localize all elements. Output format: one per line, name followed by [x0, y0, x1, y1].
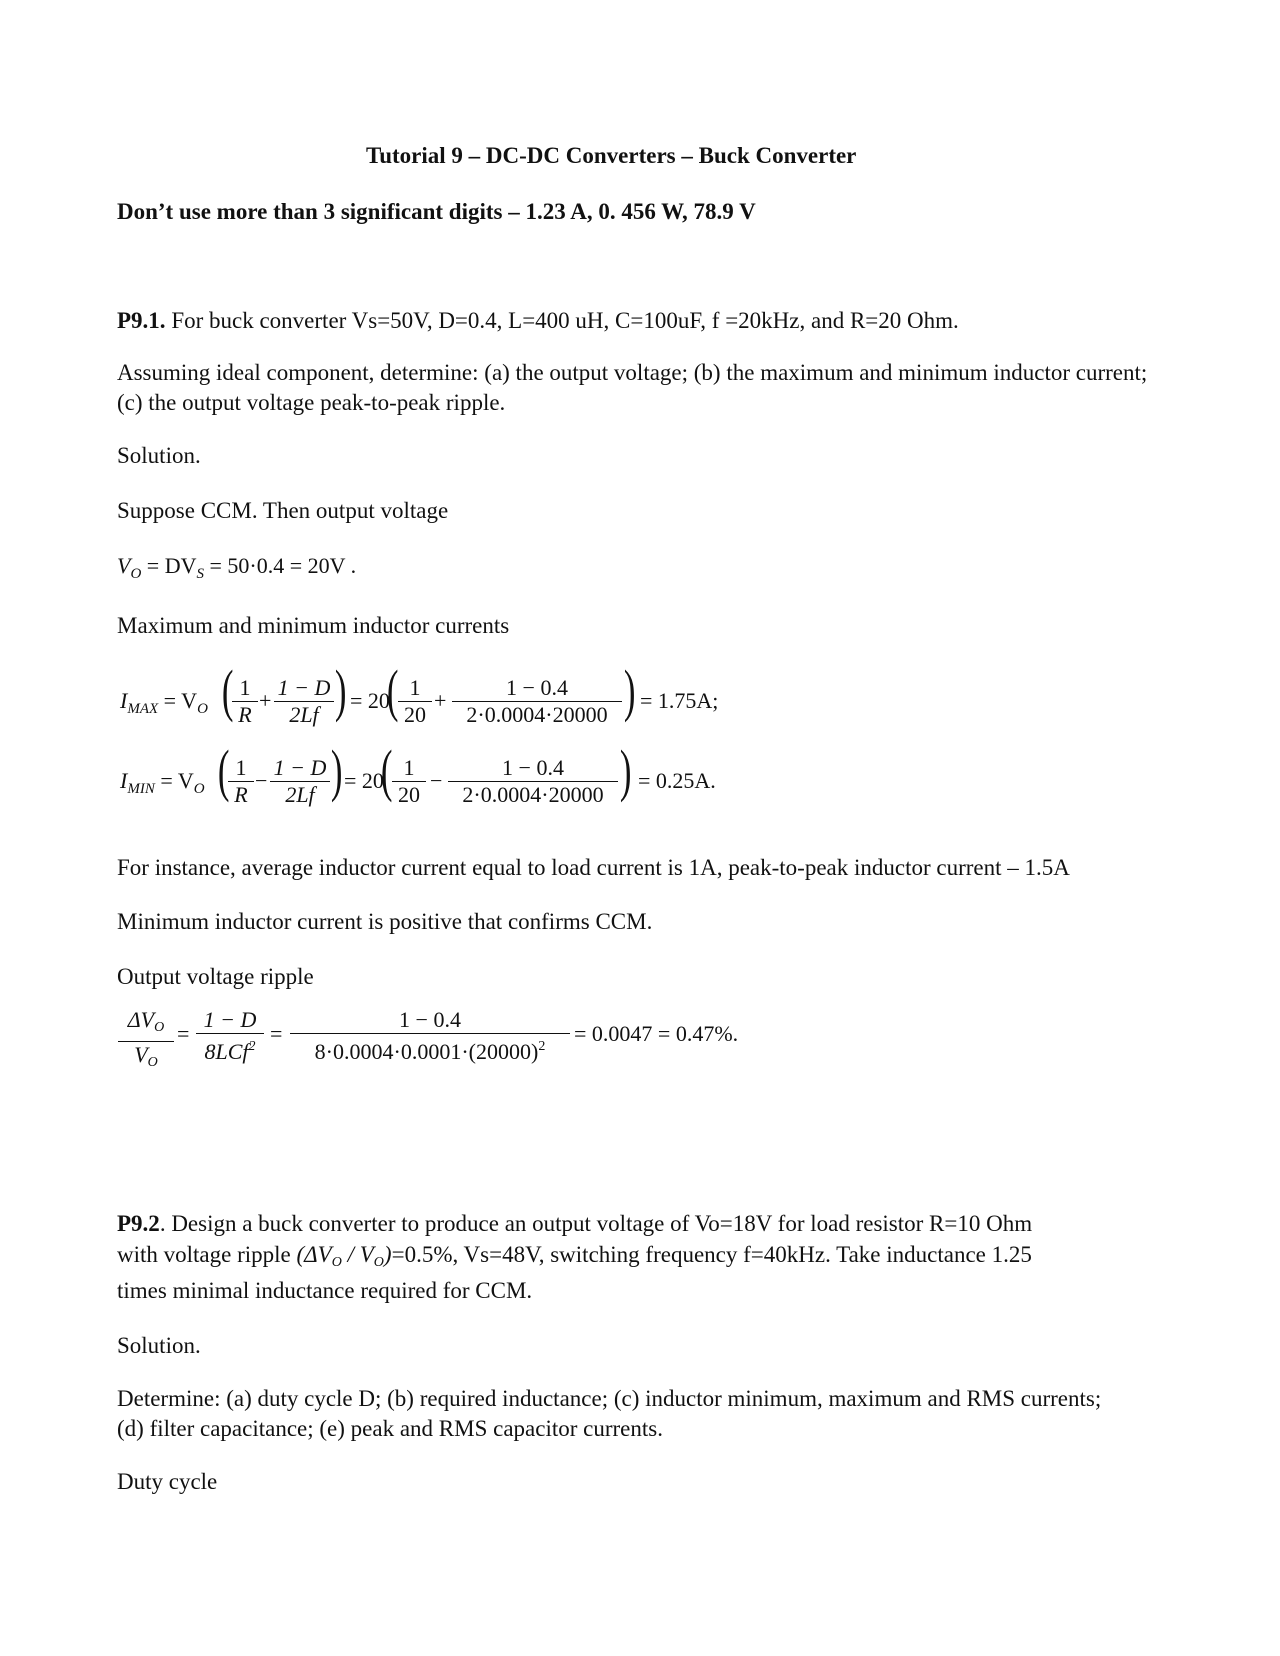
- imin-lhs: [120, 768, 205, 798]
- imin-result: = 0.25A.: [638, 768, 716, 793]
- imax-frac-4-num: 1 − 0.4: [506, 675, 568, 700]
- p2-duty-cycle-label: Duty cycle: [117, 1469, 218, 1494]
- ripple-frac-1: [196, 1008, 264, 1064]
- imax-lhs-sub: MAX: [127, 701, 159, 717]
- imax-frac-3-num: 1: [409, 675, 421, 700]
- ripple-frac-2-den: 8·0.0004·0.0001·(20000): [314, 1039, 539, 1064]
- vo-lhs-sub: O: [130, 566, 142, 582]
- imin-frac-2-num: 1 − D: [273, 755, 327, 780]
- imin-frac-2: [270, 756, 330, 807]
- imax-eq: = V: [163, 688, 198, 713]
- p1-task: Assuming ideal component, determine: (a) the output voltage; (b) the maximum and minimum inductor current; (c) the output voltage peak-to-peak ripple.: [117, 360, 1148, 415]
- imax-paren-open-2: (: [386, 658, 399, 723]
- significant-digits-note: Don’t use more than 3 significant digits – 1.23 A, 0. 456 W, 78.9 V: [117, 199, 756, 224]
- imin-frac-2-den: 2Lf: [285, 782, 315, 807]
- ripple-lhs-den: V: [134, 1042, 148, 1067]
- imax-mid: = 20: [350, 688, 390, 713]
- imin-eq-sub: O: [193, 781, 205, 797]
- imax-op-1: +: [259, 688, 272, 713]
- imin-frac-3-den: 20: [398, 782, 420, 807]
- imax-frac-4: [452, 676, 622, 727]
- vo-lhs: V: [117, 553, 131, 578]
- imax-frac-2-den: 2Lf: [289, 702, 319, 727]
- p2-statement-line-1: [117, 1209, 1032, 1239]
- ripple-frac-2-num: 1 − 0.4: [399, 1007, 461, 1032]
- ripple-frac-2-den-sup: 2: [538, 1039, 546, 1054]
- ripple-lhs-num: ΔV: [127, 1007, 155, 1032]
- ripple-eq-2: =: [270, 1021, 283, 1046]
- imin-frac-4-num: 1 − 0.4: [502, 755, 564, 780]
- imax-lhs: [120, 688, 208, 718]
- imin-frac-4-den: 2·0.0004·20000: [462, 782, 604, 807]
- p1-solution-label: Solution.: [117, 443, 201, 468]
- ripple-eq-1: =: [177, 1021, 190, 1046]
- ripple-frac-2: [290, 1008, 570, 1064]
- p2-statement-b1: with voltage ripple: [117, 1242, 297, 1267]
- imax-eq-sub: O: [197, 701, 208, 717]
- ripple-frac-1-den-sup: 2: [248, 1039, 256, 1054]
- imax-frac-1-den: R: [238, 702, 252, 727]
- imin-frac-1-den: R: [234, 782, 248, 807]
- ripple-label: Output voltage ripple: [117, 964, 314, 989]
- imax-frac-2: [274, 676, 334, 727]
- imax-frac-1-num: 1: [239, 675, 251, 700]
- imin-lhs-sub: MIN: [127, 781, 155, 797]
- p2-label: P9.2: [117, 1211, 160, 1236]
- imin-frac-3: [392, 756, 426, 807]
- imin-paren-close-1: ): [330, 738, 343, 803]
- ripple-frac-1-den: 8LCf: [204, 1039, 249, 1064]
- vo-equation: [117, 553, 356, 583]
- ripple-lhs-num-sub: O: [154, 1020, 165, 1035]
- p2-statement-line-2: [117, 1240, 1032, 1278]
- ripple-result: = 0.0047 = 0.47%.: [574, 1021, 739, 1046]
- imin-frac-1-num: 1: [235, 755, 247, 780]
- p2-determine: Determine: (a) duty cycle D; (b) required inductance; (c) inductor minimum, maximum and RMS currents; (d) filter capacitance; (e) peak and RMS capacitor currents.: [117, 1386, 1102, 1441]
- p2-ripple-sub2: O: [373, 1255, 384, 1270]
- imin-frac-4: [448, 756, 618, 807]
- imax-frac-4-den: 2·0.0004·20000: [466, 702, 608, 727]
- maxmin-label: Maximum and minimum inductor currents: [117, 613, 510, 638]
- page-title: Tutorial 9 – DC-DC Converters – Buck Converter: [366, 143, 857, 168]
- imin-paren-open-1: (: [217, 738, 230, 803]
- imin-lhs-i: I: [120, 768, 128, 793]
- imax-op-2: +: [434, 688, 447, 713]
- p2-ripple-close: ): [383, 1242, 392, 1267]
- imin-op-1: −: [255, 768, 268, 793]
- imin-frac-1: [228, 756, 254, 807]
- imin-eq: = V: [160, 768, 194, 793]
- imax-frac-3-den: 20: [404, 702, 426, 727]
- p2-ripple-mid: / V: [341, 1242, 374, 1267]
- imax-lhs-i: I: [120, 688, 128, 713]
- imax-paren-close-2: ): [623, 658, 636, 723]
- ripple-lhs-frac: [118, 1008, 174, 1075]
- ripple-lhs-den-sub: O: [147, 1055, 158, 1070]
- imax-frac-1: [232, 676, 258, 727]
- p1-suppose-text: Suppose CCM. Then output voltage: [117, 498, 449, 523]
- imax-frac-3: [398, 676, 432, 727]
- imin-paren-open-2: (: [380, 738, 393, 803]
- p2-ripple-expr: [296, 1242, 392, 1270]
- imin-mid: = 20: [344, 768, 384, 793]
- p1-statement: For buck converter Vs=50V, D=0.4, L=400 uH, C=100uF, f =20kHz, and R=20 Ohm.: [171, 308, 959, 333]
- vo-eq1: = DV: [146, 553, 197, 578]
- p1-label: P9.1.: [117, 308, 166, 333]
- vo-rhs: = 50·0.4 = 20V .: [209, 553, 357, 578]
- p2-solution-label: Solution.: [117, 1333, 201, 1358]
- p2-ripple-sub1: O: [331, 1255, 342, 1270]
- p2-statement-c: times minimal inductance required for CCM.: [117, 1278, 533, 1303]
- imin-op-2: −: [430, 768, 443, 793]
- imax-frac-2-num: 1 − D: [277, 675, 331, 700]
- p2-statement-b2: =0.5%, Vs=48V, switching frequency f=40kHz. Take inductance 1.25: [391, 1242, 1032, 1267]
- imax-paren-close-1: ): [334, 658, 347, 723]
- imin-paren-close-2: ): [619, 738, 632, 803]
- p2-statement-a: . Design a buck converter to produce an output voltage of Vo=18V for load resistor R=10 Ohm: [159, 1211, 1033, 1236]
- imax-result: = 1.75A;: [640, 688, 719, 713]
- imax-paren-open-1: (: [221, 658, 234, 723]
- vo-eq1-sub: S: [196, 566, 204, 582]
- imin-frac-3-num: 1: [403, 755, 415, 780]
- p2-ripple-math: (ΔV: [296, 1242, 332, 1267]
- instance-text: For instance, average inductor current equal to load current is 1A, peak-to-peak inductor current – 1.5A: [117, 855, 1070, 880]
- ripple-frac-1-num: 1 − D: [203, 1007, 257, 1032]
- p1-statement-line: [117, 306, 959, 336]
- ccm-confirm-text: Minimum inductor current is positive that confirms CCM.: [117, 909, 653, 934]
